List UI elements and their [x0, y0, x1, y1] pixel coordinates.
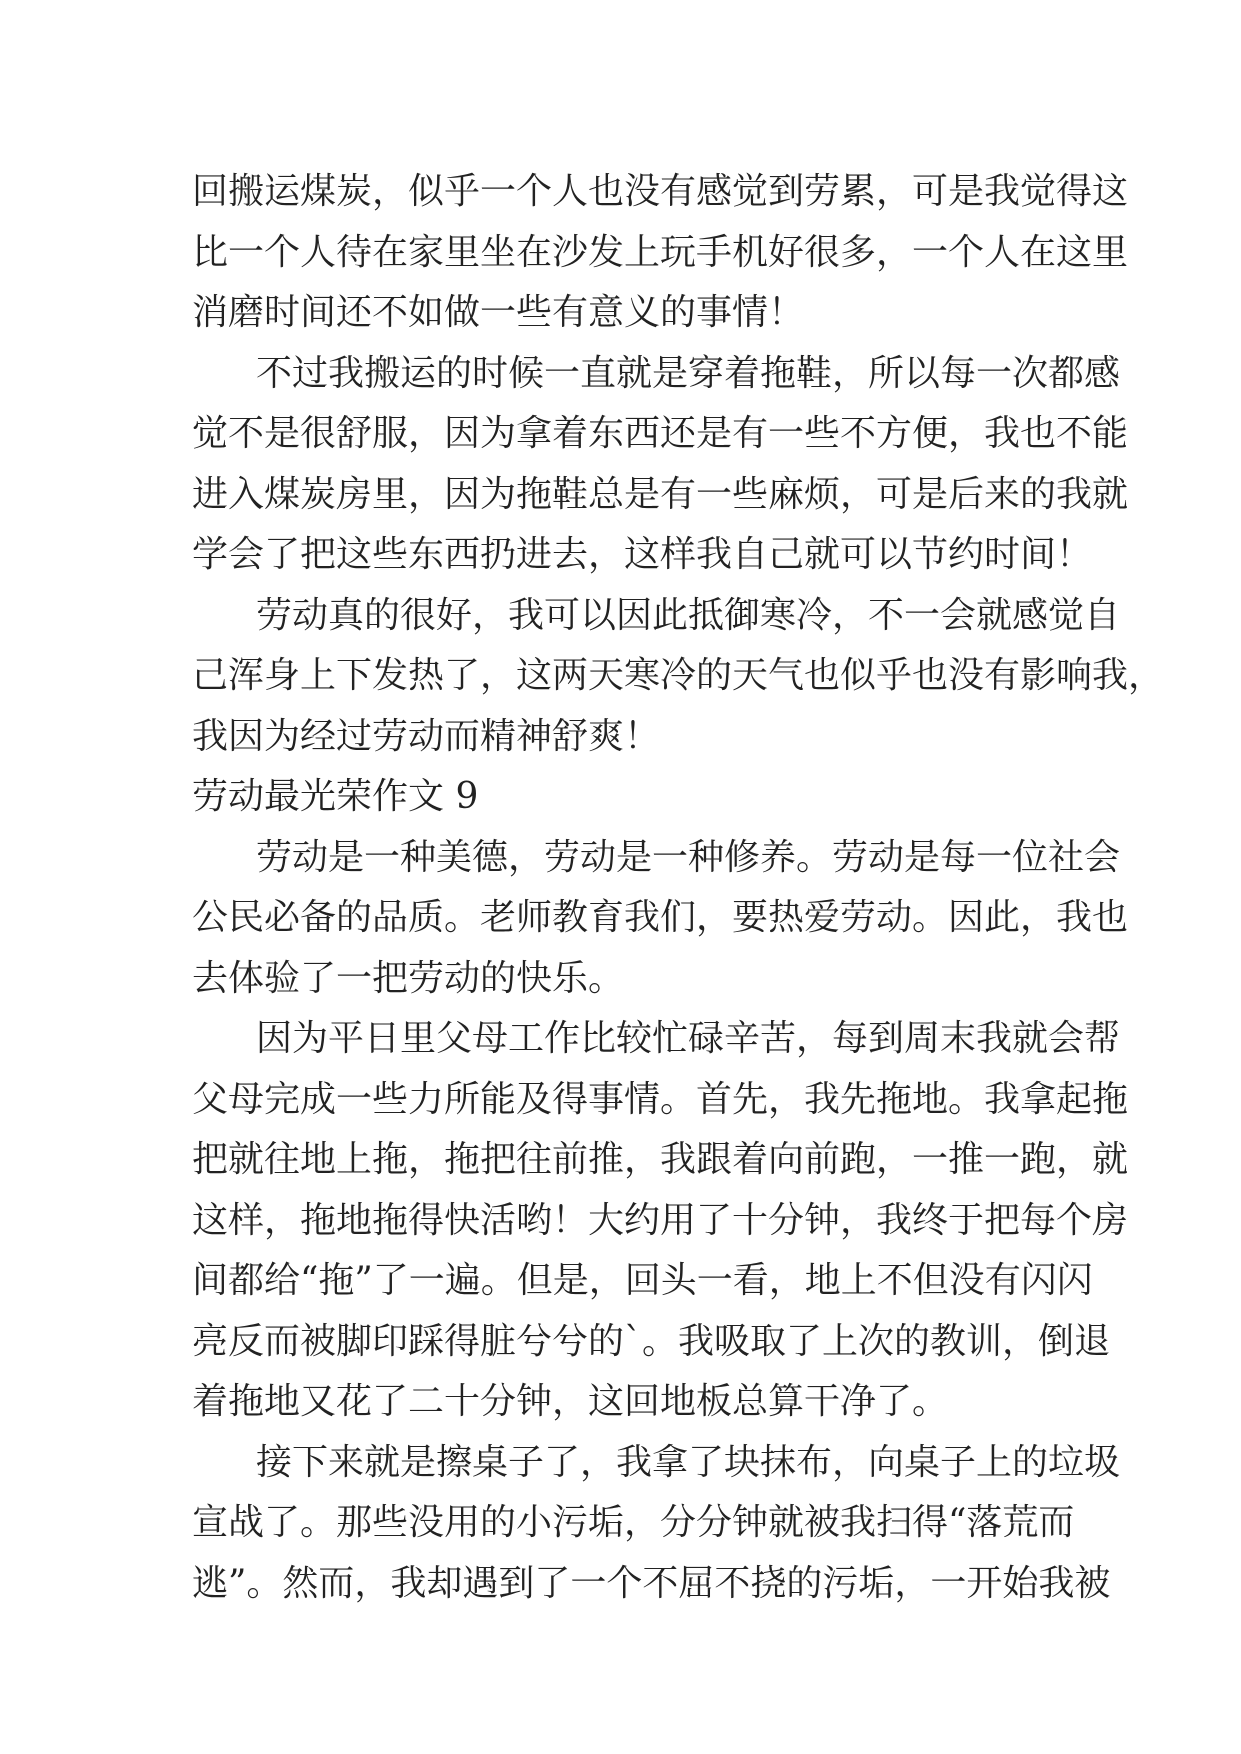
paragraph-line: 公民必备的品质。老师教育我们，要热爱劳动。因此，我也: [192, 897, 1129, 938]
section-heading: 劳动最光荣作文 9: [192, 776, 479, 817]
paragraph-first-line: 接下来就是擦桌子了，我拿了块抹布，向桌子上的垃圾: [256, 1441, 1121, 1483]
paragraph-line: 宣战了。那些没用的小污垢，分分钟就被我扫得“落荒而: [192, 1502, 1075, 1543]
document-body: [192, 162, 1165, 1614]
paragraph-line: 觉不是很舒服，因为拿着东西还是有一些不方便，我也不能: [192, 413, 1129, 454]
paragraph-line: 这样，拖地拖得快活哟！大约用了十分钟，我终于把每个房: [192, 1199, 1129, 1241]
paragraph-first-line: 劳动是一种美德，劳动是一种修养。劳动是每一位社会: [256, 836, 1121, 878]
paragraph-line: 学会了把这些东西扔进去，这样我自己就可以节约时间！: [192, 534, 1093, 575]
paragraph-line: 把就往地上拖，拖把往前推，我跟着向前跑，一推一跑，就: [192, 1139, 1129, 1180]
paragraph-line: 己浑身上下发热了，这两天寒冷的天气也似乎也没有影响我，: [192, 655, 1165, 696]
paragraph-first-line: 不过我搬运的时候一直就是穿着拖鞋，所以每一次都感: [256, 352, 1121, 394]
paragraph-line: 进入煤炭房里，因为拖鞋总是有一些麻烦，可是后来的我就: [192, 473, 1129, 515]
paragraph-line: 我因为经过劳动而精神舒爽！: [192, 715, 661, 757]
paragraph-line: 比一个人待在家里坐在沙发上玩手机好很多，一个人在这里: [192, 231, 1129, 273]
paragraph-line: 消磨时间还不如做一些有意义的事情！: [192, 292, 805, 333]
paragraph-first-line: 因为平日里父母工作比较忙碌辛苦，每到周末我就会帮: [256, 1018, 1121, 1059]
paragraph-first-line: 劳动真的很好，我可以因此抵御寒冷，不一会就感觉自: [256, 594, 1121, 636]
paragraph-line: 父母完成一些力所能及得事情。首先，我先拖地。我拿起拖: [192, 1078, 1129, 1120]
paragraph-line: 亮反而被脚印踩得脏兮兮的`。我吸取了上次的教训，倒退: [192, 1320, 1111, 1362]
paragraph-line: 去体验了一把劳动的快乐。: [192, 957, 625, 999]
paragraph-line: 回搬运煤炭，似乎一个人也没有感觉到劳累，可是我觉得这: [192, 171, 1129, 212]
paragraph-line: 着拖地又花了二十分钟，这回地板总算干净了。: [192, 1381, 949, 1422]
paragraph-line: 逃”。然而，我却遇到了一个不屈不挠的污垢，一开始我被: [192, 1562, 1111, 1604]
paragraph-line: 间都给“拖”了一遍。但是，回头一看，地上不但没有闪闪: [192, 1260, 1093, 1301]
